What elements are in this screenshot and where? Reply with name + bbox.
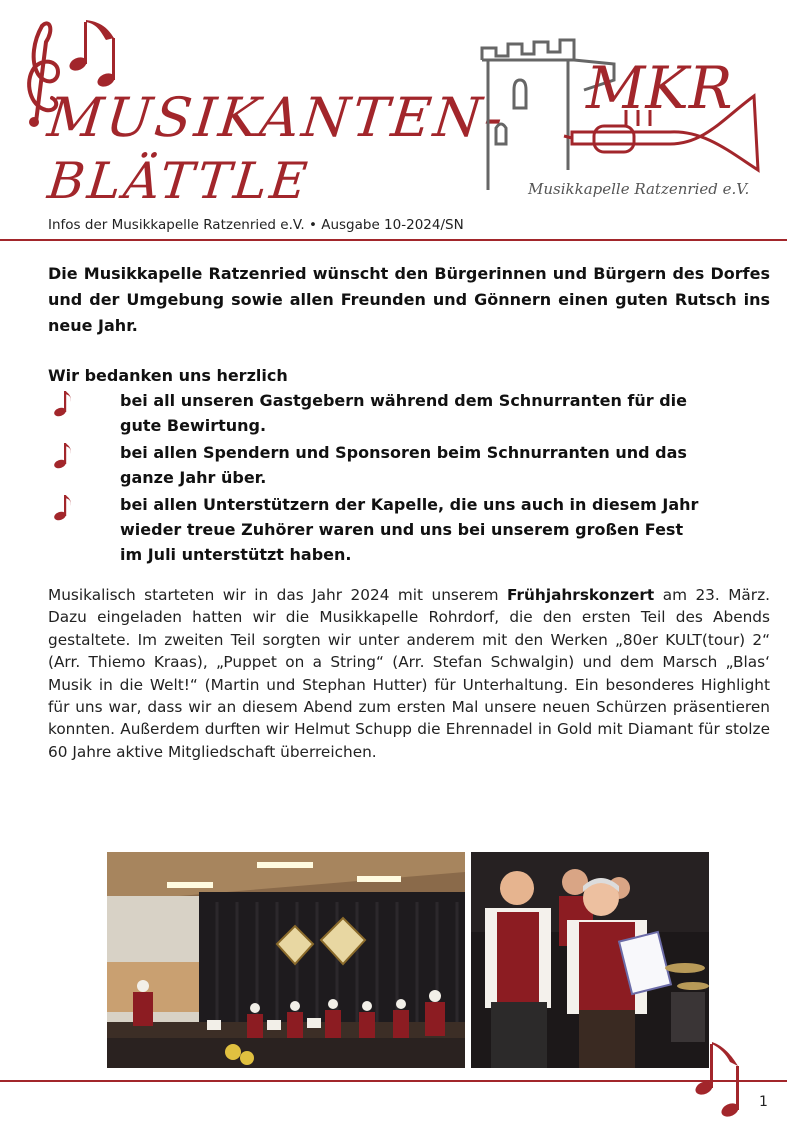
honoring-photo: [471, 852, 709, 1068]
article-bold-term: Frühjahrskonzert: [507, 586, 655, 604]
music-note-icon: [52, 440, 74, 470]
footer-divider: [0, 1080, 787, 1082]
thanks-item-text: bei all unseren Gastgebern während dem Schnurranten für die gute Bewirtung.: [120, 391, 687, 435]
article-paragraph: [48, 584, 770, 763]
article-text-start: Musikalisch starteten wir in das Jahr 2024 mit unserem: [48, 586, 508, 604]
masthead-title-line2: BLÄTTLE: [44, 152, 313, 210]
article-text-rest: am 23. März. Dazu eingeladen hatten wir die Musikkapelle Rohrdorf, die den ersten Teil des Abends gestaltete. Im zweiten Teil sorgten wir unter anderem mit den Werken „80er KULT(tour) 2“ (Arr. Thiemo Kraas), „Puppet on a String“ (Arr. Stefan Schwalgin) und dem Marsch „Blas‘ Musik in die Welt!“ (Martin und Stephan Hutter) für Unterhaltung. Ein besonderes Highlight für uns war, dass wir an diesem Abend zum ersten Mal unsere neuen Schürzen präsentieren konnten. Außerdem durften wir Helmut Schupp die Ehrennadel in Gold mit Diamant für stolze 60 Jahre aktive Mitgliedschaft überreichen.: [48, 586, 770, 761]
logo-caption: Musikkapelle Ratzenried e.V.: [528, 180, 750, 198]
header-divider: [0, 239, 787, 241]
music-note-icon: [52, 388, 74, 418]
issue-info: Infos der Musikkapelle Ratzenried e.V. • Ausgabe 10-2024/SN: [48, 217, 464, 233]
masthead-title-line1: MUSIKANTEN-: [44, 86, 509, 149]
logo-initials: MKR: [586, 54, 733, 122]
thanks-list: [48, 388, 708, 568]
list-item: [48, 388, 708, 439]
music-notes-icon: [690, 1040, 750, 1118]
mkr-logo: [474, 20, 774, 205]
list-item: [48, 492, 708, 567]
concert-photo: [107, 852, 465, 1068]
page-number: 1: [759, 1094, 768, 1110]
thanks-item-text: bei allen Unterstützern der Kapelle, die uns auch in diesem Jahr wieder treue Zuhörer waren und uns bei unserem großen Fest im Juli unterstützt haben.: [120, 495, 699, 564]
music-note-icon: [52, 492, 74, 522]
list-item: [48, 440, 708, 491]
new-year-greeting: Die Musikkapelle Ratzenried wünscht den Bürgerinnen und Bürgern des Dorfes und der Umgebung sowie allen Freunden und Gönnern einen guten Rutsch ins neue Jahr.: [48, 264, 770, 335]
thanks-heading: Wir bedanken uns herzlich: [48, 366, 288, 385]
thanks-item-text: bei allen Spendern und Sponsoren beim Schnurranten und das ganze Jahr über.: [120, 443, 687, 487]
